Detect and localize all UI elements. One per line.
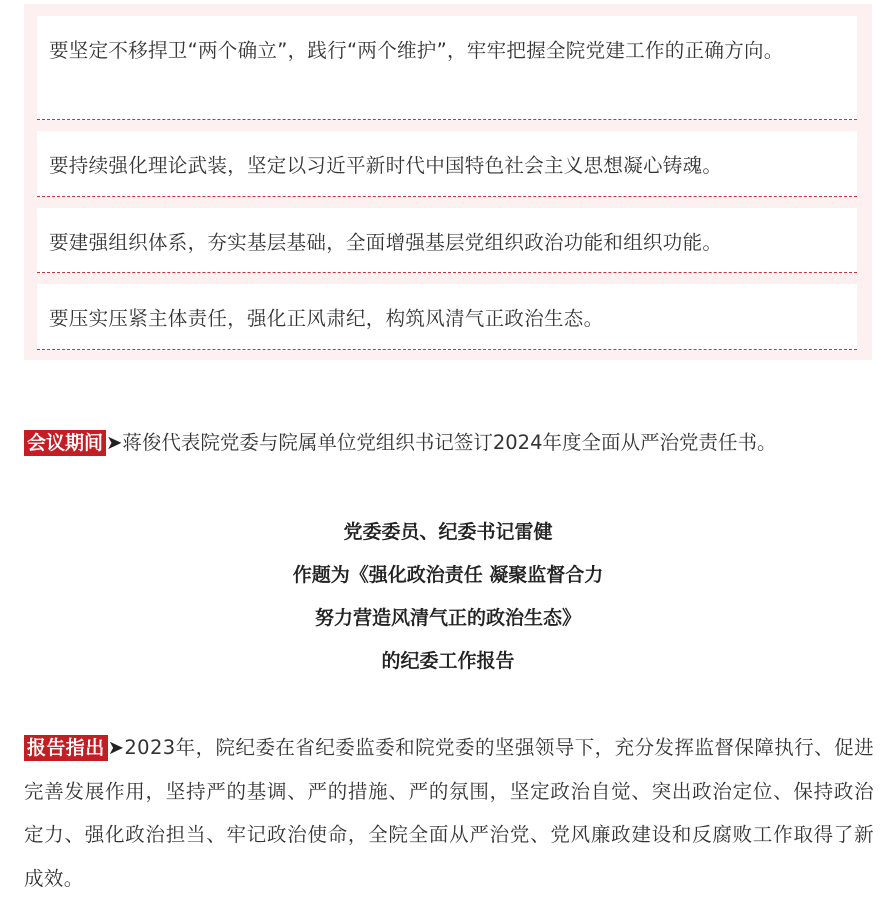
key-point-text: 要坚定不移捍卫“两个确立”，践行“两个维护”，牢牢把握全院党建工作的正确方向。 [49,39,784,62]
report-title-line-2: 作题为《强化政治责任 凝聚监督合力 [292,564,604,586]
key-point-text: 要建强组织体系，夯实基层基础，全面增强基层党组织政治功能和组织功能。 [49,231,723,254]
report-title-line-1: 党委委员、纪委书记雷健 [343,521,553,543]
key-point-3 [37,208,857,273]
key-point-text: 要持续强化理论武装，坚定以习近平新时代中国特色社会主义思想凝心铸魂。 [49,154,723,177]
meeting-line [24,421,777,465]
key-point-2 [37,131,857,197]
report-title-line-4: 的纪委工作报告 [381,650,515,672]
report-title-line-3: 努力营造风清气正的政治生态》 [314,607,581,629]
meeting-text: 蒋俊代表院党委与院属单位党组织书记签订2024年度全面从严治党责任书。 [122,431,777,454]
key-point-4 [37,284,857,350]
key-point-1 [37,16,857,120]
meeting-tag: 会议期间 [24,430,106,456]
arrow-icon: ➤ [107,736,125,759]
key-point-text: 要压实压紧主体责任，强化正风肃纪，构筑风清气正政治生态。 [49,307,604,330]
report-text: 2023年，院纪委在省纪委监委和院党委的坚强领导下，充分发挥监督保障执行、促进完善发展作用，坚持严的基调、严的措施、严的氛围，坚定政治自觉、突出政治定位、保持政治定力、强化政治担当、牢记政治使命，全院全面从严治党、党风廉政建设和反腐败工作取得了新成效。 [24,736,874,890]
arrow-icon: ➤ [106,431,123,454]
report-tag: 报告指出 [24,735,108,761]
report-paragraph [24,726,874,900]
